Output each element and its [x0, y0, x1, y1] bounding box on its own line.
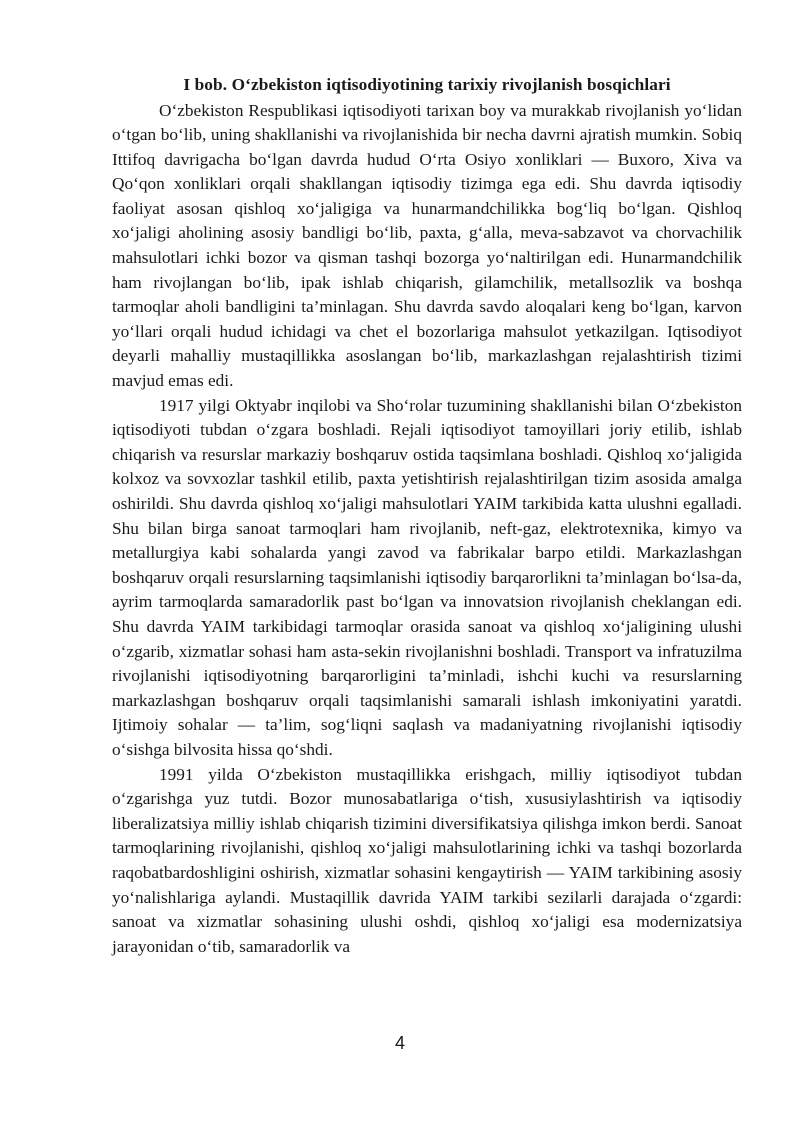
paragraph-2: 1917 yilgi Oktyabr inqilobi va Sho‘rolar tuzumining shakllanishi bilan O‘zbekiston iqtisodiyoti tubdan o‘zgara boshladi. Rejali iqtisodiyot tamoyillari joriy etilib, ishlab chiqarish va resurslar markaziy boshqaruv ostida taqsimlana boshladi. Qishloq xo‘jaligida kolxoz va sovxozlar tashkil etilib, paxta yetishtirish rejalashtirilgan tizim asosida amalga oshirildi. Shu davrda qishloq xo‘jaligi mahsulotlari YAIM tarkibida katta ulushni egalladi. Shu bilan birga sanoat tarmoqlari ham rivojlanib, neft-gaz, elektrotexnika, kimyo va metallurgiya kabi sohalarda yangi zavod va fabrikalar barpo etildi. Markazlashgan boshqaruv orqali resurslarning taqsimlanishi iqtisodiy barqarorlikni ta’minlagan bo‘lsa-da, ayrim tarmoqlarda samaradorlik past bo‘lgan va innovatsion rivojlanish cheklangan edi. Shu davrda YAIM tarkibidagi tarmoqlar orasida sanoat va qishloq xo‘jaligining ulushi o‘zgarib, xizmatlar sohasi ham asta-sekin rivojlanishni boshladi. Transport va infratuzilma rivojlanishi iqtisodiyotning barqarorligini ta’minladi, ishchi kuchi va resurslarning markazlashgan boshqaruv orqali taqsimlanishi samarali ishlash imkoniyatini yaratdi. Ijtimoiy sohalar — ta’lim, sog‘liqni saqlash va madaniyatning rivojlanishi iqtisodiy o‘sishga bilvosita hissa qo‘shdi. [112, 395, 742, 759]
document-page [112, 72, 742, 959]
chapter-title: I bob. O‘zbekiston iqtisodiyotining tarixiy rivojlanish bosqichlari [183, 75, 671, 94]
page-number: 4 [394, 1033, 405, 1053]
paragraph-3: 1991 yilda O‘zbekiston mustaqillikka erishgach, milliy iqtisodiyot tubdan o‘zgarishga yuz tutdi. Bozor munosabatlariga o‘tish, xususiylashtirish va iqtisodiy liberalizatsiya milliy ishlab chiqarish tizimini diversifikatsiya qilishga imkon berdi. Sanoat tarmoqlarining rivojlanishi, qishloq xo‘jaligi mahsulotlarining ichki va tashqi bozorlarda raqobatbardoshligini oshirish, xizmatlar sohasini kengaytirish — YAIM tarkibining asosiy yo‘nalishlariga aylandi. Mustaqillik davrida YAIM tarkibi sezilarli darajada o‘zgardi: sanoat va xizmatlar sohasining ulushi oshdi, qishloq xo‘jaligi esa modernizatsiya jarayonidan o‘tib, samaradorlik va [112, 764, 742, 956]
paragraph-1: O‘zbekiston Respublikasi iqtisodiyoti tarixan boy va murakkab rivojlanish yo‘lidan o‘tgan bo‘lib, uning shakllanishi va rivojlanishida bir necha davrni ajratish mumkin. Sobiq Ittifoq davrigacha bo‘lgan davrda hudud O‘rta Osiyo xonliklari — Buxoro, Xiva va Qo‘qon xonliklari orqali shakllangan iqtisodiy tizimga ega edi. Shu davrda iqtisodiy faoliyat asosan qishloq xo‘jaligiga va hunarmandchilikka bog‘liq bo‘lgan. Qishloq xo‘jaligi aholining asosiy bandligi bo‘lib, paxta, g‘alla, meva-sabzavot va chorvachilik mahsulotlari ichki bozor va qisman tashqi bozorga yo‘naltirilgan edi. Hunarmandchilik ham rivojlangan bo‘lib, ipak ishlab chiqarish, gilamchilik, metallsozlik va boshqa tarmoqlar aholi bandligini ta’minlagan. Shu davrda savdo aloqalari keng bo‘lgan, karvon yo‘llari orqali hudud ichidagi va chet el bozorlariga mahsulot yetkazilgan. Iqtisodiyot deyarli mahalliy mustaqillikka asoslangan bo‘lib, markazlashgan rejalashtirish tizimi mavjud emas edi. [112, 100, 742, 391]
